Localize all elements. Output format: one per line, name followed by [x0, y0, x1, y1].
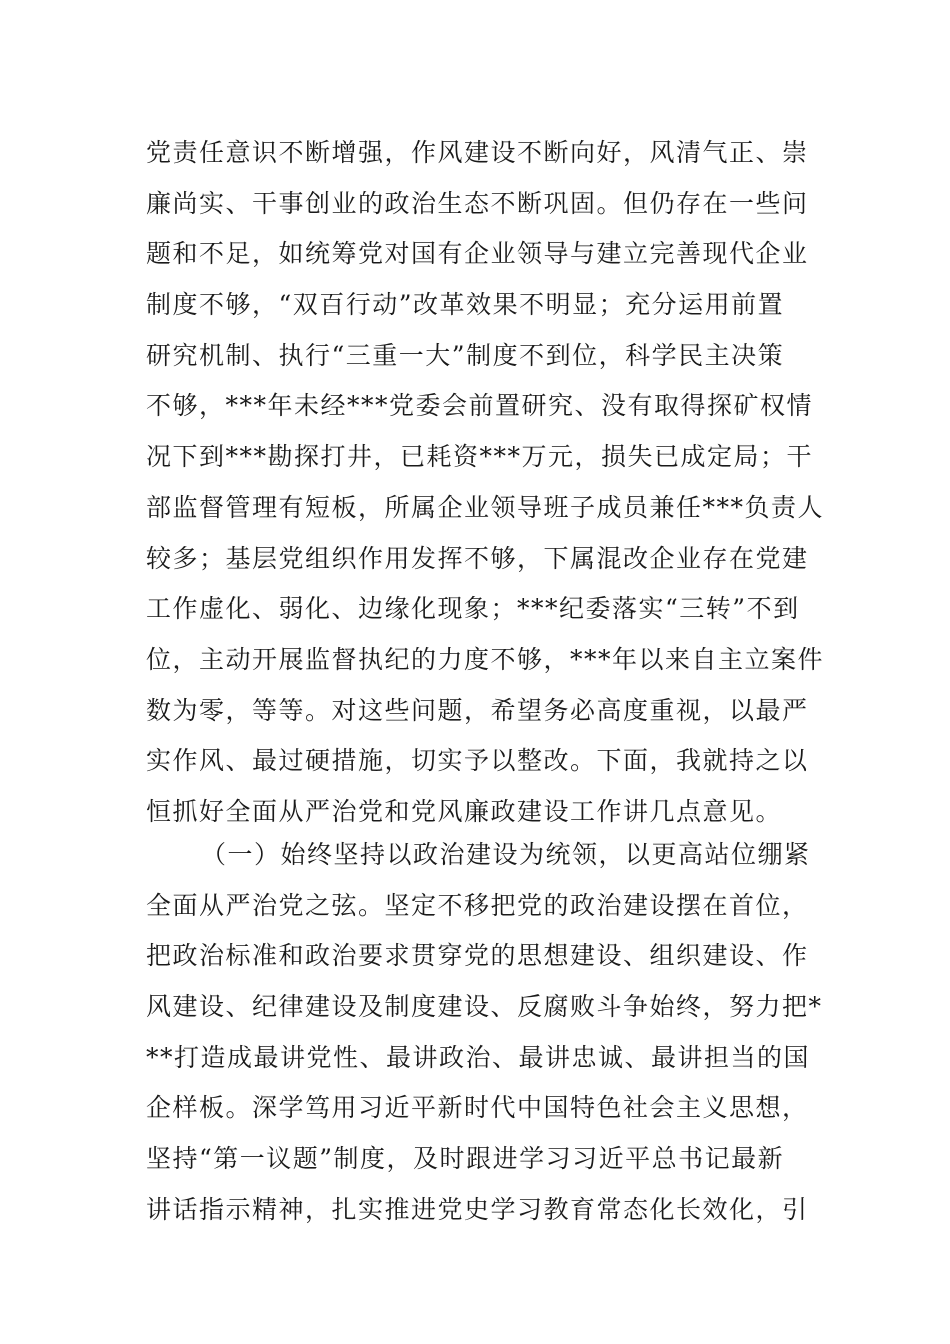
text-line: 恒抓好全面从严治党和党风廉政建设工作讲几点意见。 [146, 796, 783, 826]
text-line: 把政治标准和政治要求贯穿党的思想建设、组织建设、作 [146, 941, 809, 971]
text-line: 风建设、纪律建设及制度建设、反腐败斗争始终，努力把* [146, 992, 823, 1022]
text-line: 数为零，等等。对这些问题，希望务必高度重视，以最严 [146, 695, 809, 725]
text-line: 全面从严治党之弦。坚定不移把党的政治建设摆在首位， [146, 890, 809, 920]
text-line: 实作风、最过硬措施，切实予以整改。下面，我就持之以 [146, 746, 809, 776]
text-line: 不够，***年未经***党委会前置研究、没有取得探矿权情 [146, 391, 814, 421]
text-line: 位，主动开展监督执纪的力度不够，***年以来自主立案件 [146, 644, 825, 674]
text-line: **打造成最讲党性、最讲政治、最讲忠诚、最讲担当的国 [146, 1042, 811, 1072]
text-line: 工作虚化、弱化、边缘化现象；***纪委落实“三转”不到 [146, 594, 800, 624]
section-one-paragraph [146, 830, 823, 1236]
section-heading-line: （一）始终坚持以政治建设为统领，以更高站位绷紧 [201, 840, 811, 869]
text-line: 较多；基层党组织作用发挥不够，下属混改企业存在党建 [146, 543, 809, 573]
text-line: 题和不足，如统筹党对国有企业领导与建立完善现代企业 [146, 239, 809, 269]
paragraph-continuation [146, 128, 825, 838]
text-line: 坚持“第一议题”制度，及时跟进学习习近平总书记最新 [146, 1144, 785, 1174]
text-line: 讲话指示精神，扎实推进党史学习教育常态化长效化，引 [146, 1194, 809, 1224]
text-line: 廉尚实、干事创业的政治生态不断巩固。但仍存在一些问 [146, 188, 809, 218]
text-line: 况下到***勘探打井，已耗资***万元，损失已成定局；干 [146, 442, 814, 472]
text-line: 部监督管理有短板，所属企业领导班子成员兼任***负责人 [146, 492, 825, 522]
text-line: 企样板。深学笃用习近平新时代中国特色社会主义思想， [146, 1093, 809, 1123]
text-line: 制度不够，“双百行动”改革效果不明显；充分运用前置 [146, 290, 785, 320]
text-line: 党责任意识不断增强，作风建设不断向好，风清气正、崇 [146, 138, 809, 167]
text-line: 研究机制、执行“三重一大”制度不到位，科学民主决策 [146, 340, 785, 370]
